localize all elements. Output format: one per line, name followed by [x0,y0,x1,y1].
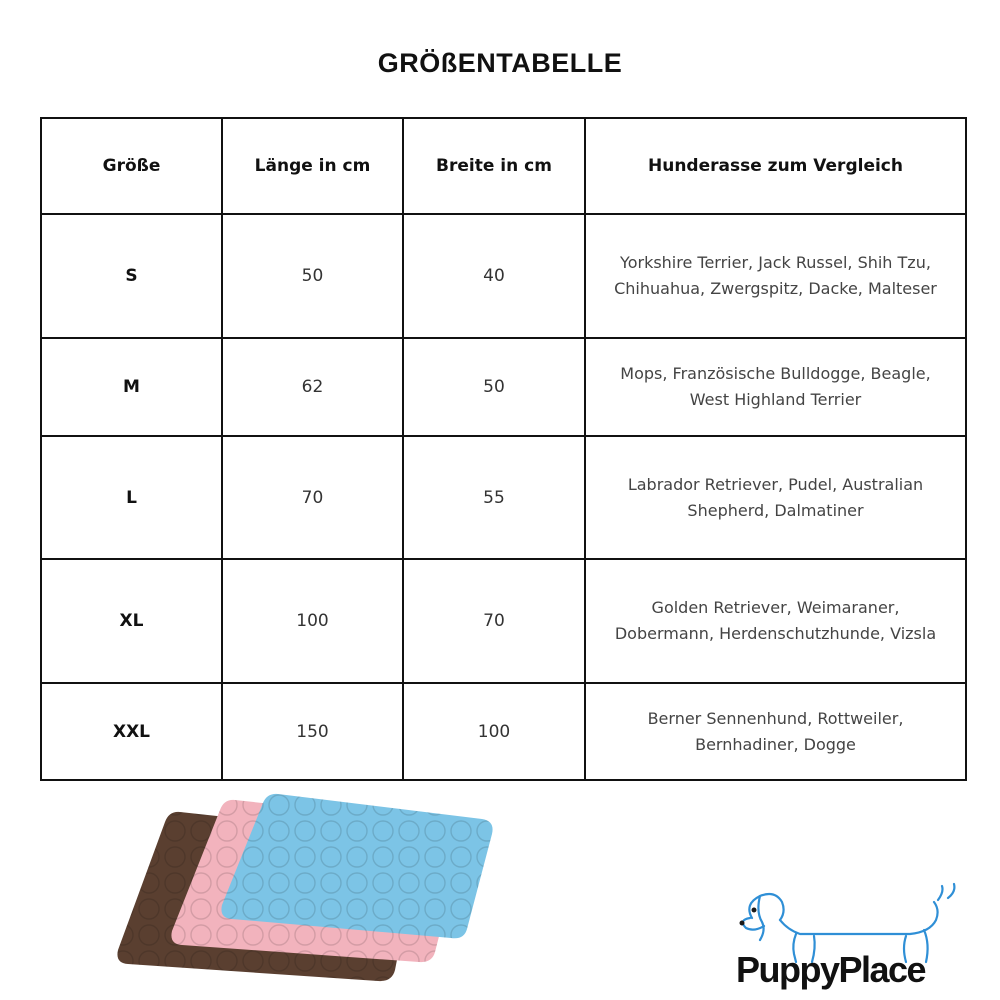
header-width: Breite in cm [403,118,585,214]
cell-breeds: Yorkshire Terrier, Jack Russel, Shih Tzu, Chihuahua, Zwergspitz, Dacke, Malteser [585,214,966,338]
cell-length: 150 [222,683,403,780]
table-row [41,559,966,683]
cell-breeds: Mops, Französische Bulldogge, Beagle, West Highland Terrier [585,338,966,436]
header-length: Länge in cm [222,118,403,214]
cell-size: XL [41,559,222,683]
cell-breeds: Berner Sennenhund, Rottweiler, Bernhadiner, Dogge [585,683,966,780]
header-breeds: Hunderasse zum Vergleich [585,118,966,214]
cell-breeds: Golden Retriever, Weimaraner, Dobermann, Herdenschutzhunde, Vizsla [585,559,966,683]
mat-blue [221,794,492,938]
cell-width: 70 [403,559,585,683]
cell-length: 62 [222,338,403,436]
cell-length: 100 [222,559,403,683]
logo-text: PuppyPlace [736,949,926,990]
cell-size: XXL [41,683,222,780]
cell-width: 100 [403,683,585,780]
cell-width: 55 [403,436,585,559]
table-row [41,436,966,559]
table-row [41,338,966,436]
cell-size: M [41,338,222,436]
size-table [40,117,967,781]
cell-length: 70 [222,436,403,559]
cell-size: L [41,436,222,559]
header-size: Größe [41,118,222,214]
table-row [41,683,966,780]
cooling-mats-image [110,792,500,992]
cell-size: S [41,214,222,338]
page-title: GRÖßENTABELLE [377,48,623,78]
cell-length: 50 [222,214,403,338]
cell-breeds: Labrador Retriever, Pudel, Australian Shepherd, Dalmatiner [585,436,966,559]
table-row [41,214,966,338]
cell-width: 40 [403,214,585,338]
cell-width: 50 [403,338,585,436]
table-header-row [41,118,966,214]
